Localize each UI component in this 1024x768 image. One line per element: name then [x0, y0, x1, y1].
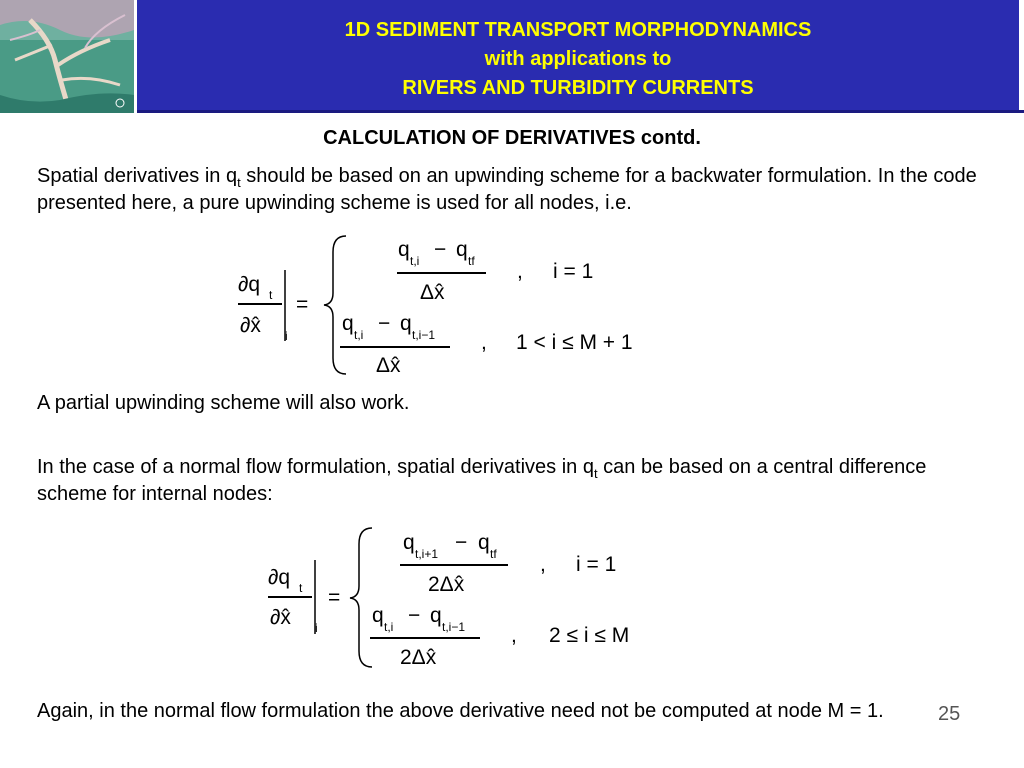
slide-heading: CALCULATION OF DERIVATIVES contd.: [323, 127, 701, 149]
eq2-lhs-numerator-sub: t: [299, 581, 303, 595]
eq2-case1-num-a-sub: t,i+1: [415, 547, 439, 561]
eq1-case2-num-b-sub: t,i−1: [412, 328, 436, 342]
eq2-lhs-denominator: ∂x̂: [270, 606, 291, 629]
eq1-case1-num-a: q: [398, 238, 410, 261]
course-title-line-3: RIVERS AND TURBIDITY CURRENTS: [402, 77, 754, 99]
eq1-case2-denominator: Δx̂: [376, 354, 401, 377]
page-number: 25: [938, 703, 961, 725]
eq2-case1-num-b-sub: tf: [490, 547, 497, 561]
eq2-case1-num-a: q: [403, 531, 415, 554]
eq2-case2-num-a-sub: t,i: [384, 620, 394, 634]
eq2-case2-num-b-sub: t,i−1: [442, 620, 466, 634]
eq1-case1-denominator: Δx̂: [420, 281, 445, 304]
eq1-case1-condition: i = 1: [553, 260, 594, 283]
eq1-lhs-numerator: ∂q: [238, 273, 261, 296]
eq1-case1-num-a-sub: t,i: [410, 254, 420, 268]
eq2-case1-denominator: 2Δx̂: [428, 573, 465, 596]
paragraph-normal-flow-note: Again, in the normal flow formulation the above derivative need not be computed at node M = 1.: [37, 700, 884, 722]
course-title-line-2: with applications to: [484, 48, 672, 70]
eq2-case1-minus: −: [455, 531, 468, 554]
eq1-eval-sub: i: [285, 329, 288, 343]
eq1-case1-num-b-sub: tf: [468, 254, 475, 268]
eq2-case1-condition: i = 1: [576, 553, 617, 576]
eq1-case2-num-b: q: [400, 312, 412, 335]
p3-text-start: In the case of a normal flow formulation, spatial derivatives in q: [37, 456, 594, 478]
eq1-case2-comma: ,: [481, 331, 487, 354]
eq2-eval-sub: i: [315, 621, 318, 635]
eq1-case1-minus: −: [434, 238, 447, 261]
eq1-case1-num-b: q: [456, 238, 468, 261]
eq2-case1-num-b: q: [478, 531, 490, 554]
eq2-case2-num-a: q: [372, 604, 384, 627]
p1-text-end: should be based on an upwinding scheme for a backwater formulation. In the code presented here, a pure upwinding scheme is used for all nodes, i.e.: [37, 165, 977, 214]
course-title-line-1: 1D SEDIMENT TRANSPORT MORPHODYNAMICS: [344, 19, 812, 41]
eq2-case2-minus: −: [408, 604, 421, 627]
eq2-lhs-numerator: ∂q: [268, 566, 291, 589]
eq2-case2-num-b: q: [430, 604, 442, 627]
eq1-case2-condition: 1 < i ≤ M + 1: [516, 331, 633, 354]
eq1-case1-comma: ,: [517, 260, 523, 283]
eq1-case2-minus: −: [378, 312, 391, 335]
eq2-case1-comma: ,: [540, 553, 546, 576]
eq1-case2-num-a-sub: t,i: [354, 328, 364, 342]
eq1-equals: =: [296, 293, 309, 316]
p1-subscript: t: [237, 175, 241, 190]
eq2-equals: =: [328, 586, 341, 609]
p3-text-end: can be based on a central difference scheme for internal nodes:: [37, 456, 927, 505]
paragraph-partial-upwinding: A partial upwinding scheme will also work.: [37, 392, 410, 414]
p1-text-start: Spatial derivatives in q: [37, 165, 238, 187]
eq2-case2-condition: 2 ≤ i ≤ M: [549, 624, 630, 647]
eq1-lhs-denominator: ∂x̂: [240, 314, 261, 337]
eq2-case2-comma: ,: [511, 624, 517, 647]
p3-subscript: t: [593, 466, 598, 481]
eq2-case2-denominator: 2Δx̂: [400, 646, 437, 669]
eq1-lhs-numerator-sub: t: [269, 288, 273, 302]
eq1-case2-num-a: q: [342, 312, 354, 335]
